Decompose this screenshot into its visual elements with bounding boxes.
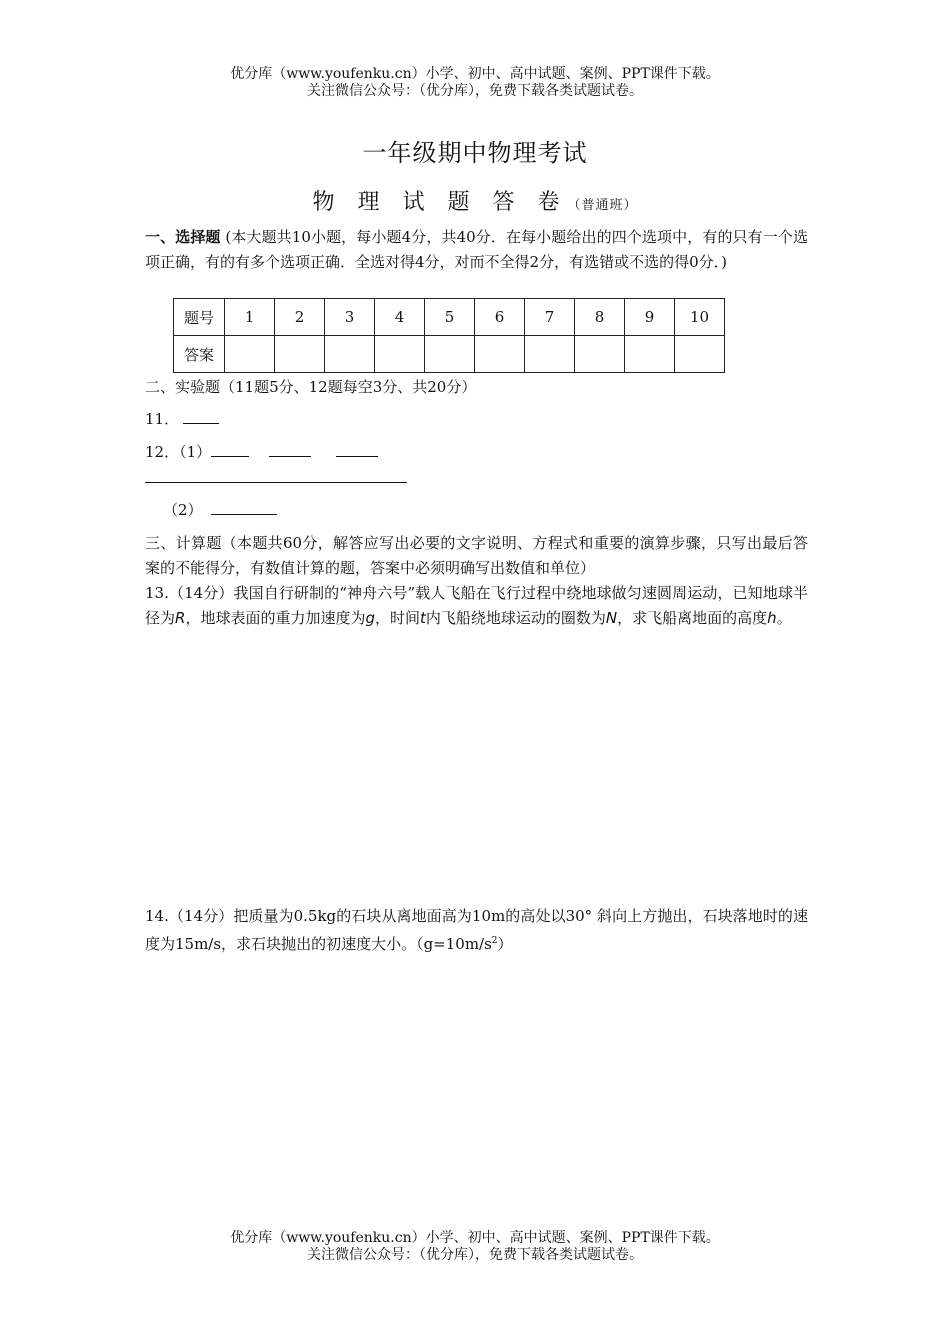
page-title: 一年级期中物理考试 bbox=[362, 139, 588, 167]
q14-text: 14.（14分）把质量为0.5kg的石块从离地面高为10m的高处以30° 斜向上方抛出，石块落地时的速度为15m/s，求石块抛出的初速度大小。（g=10m/s bbox=[145, 907, 808, 953]
table-number-cell: 4 bbox=[375, 299, 425, 336]
answer-cell[interactable] bbox=[375, 336, 425, 373]
page-header bbox=[0, 66, 950, 100]
table-label-number: 题号 bbox=[174, 299, 225, 336]
page-footer bbox=[0, 1230, 950, 1264]
q13-text-2: ，地球表面的重力加速度为 bbox=[185, 609, 366, 627]
q13-text-6: 。 bbox=[776, 609, 792, 627]
question-11 bbox=[145, 409, 219, 429]
answer-cell[interactable] bbox=[675, 336, 725, 373]
table-number-cell: 1 bbox=[225, 299, 275, 336]
answer-blank[interactable] bbox=[211, 500, 277, 515]
answer-blank[interactable] bbox=[336, 442, 378, 457]
section-choice-heading: 一、选择题 bbox=[145, 228, 221, 246]
answer-cell[interactable] bbox=[225, 336, 275, 373]
question-12-part-2-label: （2） bbox=[163, 501, 203, 519]
answer-cell[interactable] bbox=[525, 336, 575, 373]
footer-line-1: 优分库（www.youfenku.cn）小学、初中、高中试题、案例、PPT课件下载。 bbox=[230, 1230, 720, 1246]
var-n: N bbox=[605, 609, 618, 627]
subtitle-note: （普通班） bbox=[567, 198, 638, 213]
answer-table bbox=[173, 298, 725, 373]
table-number-cell: 6 bbox=[475, 299, 525, 336]
table-number-cell: 7 bbox=[525, 299, 575, 336]
q14-tail: ） bbox=[497, 935, 513, 953]
table-number-cell: 5 bbox=[425, 299, 475, 336]
question-12-part-1 bbox=[145, 442, 378, 462]
question-12-part-2 bbox=[163, 500, 277, 520]
q14-superscript: 2 bbox=[491, 936, 498, 946]
answer-line[interactable] bbox=[145, 482, 407, 483]
answer-blank[interactable] bbox=[183, 409, 219, 424]
footer-line-2: 关注微信公众号：（优分库），免费下载各类试题试卷。 bbox=[307, 1247, 643, 1263]
table-row-answers bbox=[174, 336, 725, 373]
answer-blank[interactable] bbox=[269, 442, 311, 457]
q13-text-4: 内飞船绕地球运动的圈数为 bbox=[425, 609, 606, 627]
answer-cell[interactable] bbox=[275, 336, 325, 373]
table-number-cell: 3 bbox=[325, 299, 375, 336]
table-number-cell: 2 bbox=[275, 299, 325, 336]
page-subtitle bbox=[0, 185, 950, 216]
table-label-answer: 答案 bbox=[174, 336, 225, 373]
header-line-1: 优分库（www.youfenku.cn）小学、初中、高中试题、案例、PPT课件下载。 bbox=[230, 66, 720, 82]
answer-cell[interactable] bbox=[575, 336, 625, 373]
subtitle-text: 物 理 试 题 答 卷 bbox=[312, 190, 568, 215]
section-choice-text: (本大题共10小题，每小题4分，共40分．在每小题给出的四个选项中，有的只有一个选项正确，有的有多个选项正确．全选对得4分，对而不全得2分，有选错或不选的得0分．) bbox=[145, 228, 808, 271]
var-t: t bbox=[420, 609, 426, 627]
table-number-cell: 8 bbox=[575, 299, 625, 336]
table-number-cell: 9 bbox=[625, 299, 675, 336]
question-11-label: 11． bbox=[145, 410, 180, 428]
q13-text-1: 13.（14分）我国自行研制的“神舟六号”载人飞船在飞行过程中绕地球做匀速圆周运动，已知地球半径为 bbox=[145, 584, 808, 627]
answer-cell[interactable] bbox=[325, 336, 375, 373]
answer-cell[interactable] bbox=[475, 336, 525, 373]
q13-text-3: ，时间 bbox=[375, 609, 421, 627]
answer-blank[interactable] bbox=[211, 442, 249, 457]
answer-cell[interactable] bbox=[625, 336, 675, 373]
question-13 bbox=[145, 581, 808, 631]
section-experiment-heading: 二、实验题（11题5分、12题每空3分、共20分） bbox=[145, 378, 477, 396]
q13-text-5: ，求飞船离地面的高度 bbox=[617, 609, 768, 627]
section-choice-instructions bbox=[145, 225, 808, 275]
question-14 bbox=[145, 904, 808, 957]
table-row-numbers bbox=[174, 299, 725, 336]
header-line-2: 关注微信公众号：（优分库），免费下载各类试题试卷。 bbox=[307, 83, 643, 99]
answer-cell[interactable] bbox=[425, 336, 475, 373]
question-12-label: 12．（1） bbox=[145, 443, 212, 461]
table-number-cell: 10 bbox=[675, 299, 725, 336]
var-r: R bbox=[175, 609, 186, 627]
section-calculation-heading: 三、计算题（本题共60分，解答应写出必要的文字说明、方程式和重要的演算步骤，只写出最后答案的不能得分，有数值计算的题，答案中必须明确写出数值和单位） bbox=[145, 534, 808, 577]
var-g: g bbox=[365, 609, 375, 627]
var-h: h bbox=[767, 609, 777, 627]
